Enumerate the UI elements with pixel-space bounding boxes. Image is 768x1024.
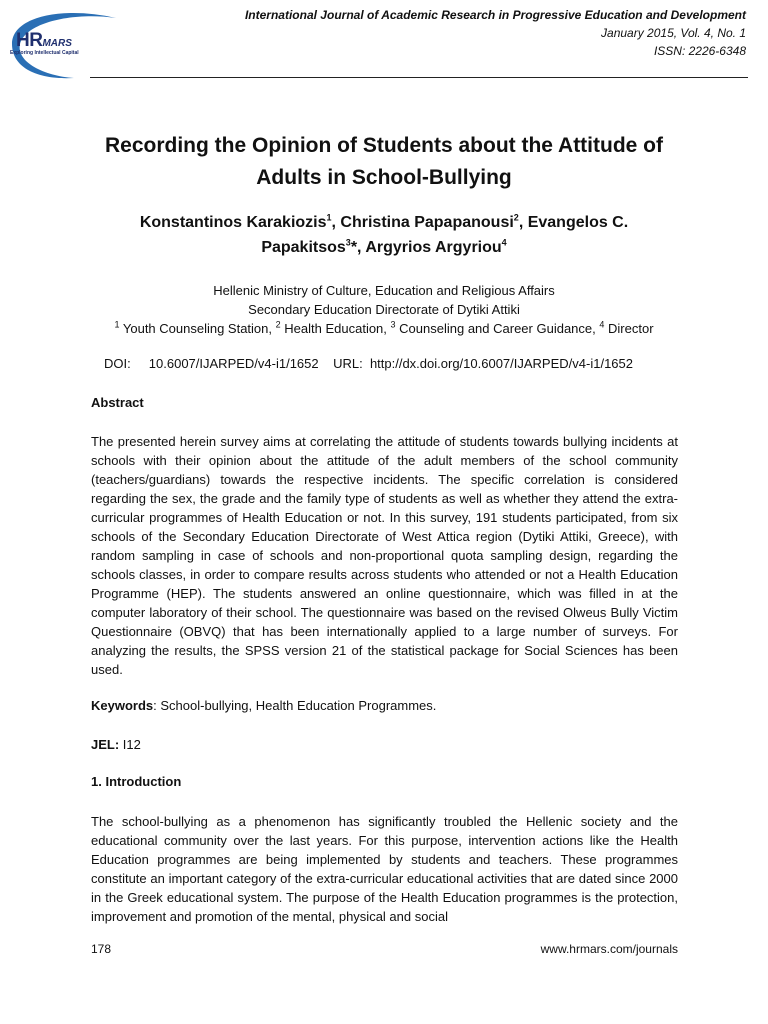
- affiliation: [60, 281, 708, 338]
- header-divider: [90, 77, 748, 78]
- author-1-sup: 1: [326, 212, 332, 223]
- logo-tagline: Exploring Intellectual Capital: [10, 50, 79, 56]
- role-4: Director: [608, 321, 654, 336]
- keywords-label: Keywords: [91, 698, 154, 713]
- title-line-2: Adults in School-Bullying: [256, 166, 512, 189]
- role-3-sup: 3: [390, 319, 396, 330]
- journal-issue: January 2015, Vol. 4, No. 1: [601, 26, 746, 40]
- doi-line: [104, 356, 633, 371]
- journal-issn: ISSN: 2226-6348: [653, 44, 746, 58]
- url-label: URL:: [333, 356, 363, 371]
- keywords: [91, 698, 436, 713]
- affiliation-line-2: Secondary Education Directorate of Dytiki Attiki: [248, 302, 520, 317]
- jel-label: JEL:: [91, 737, 120, 752]
- role-4-sup: 4: [599, 319, 605, 330]
- doi-value[interactable]: 10.6007/IJARPED/v4-i1/1652: [148, 356, 319, 371]
- affiliation-line-1: Hellenic Ministry of Culture, Education and Religious Affairs: [213, 283, 555, 298]
- jel-code: [91, 737, 141, 752]
- jel-text: I12: [119, 737, 141, 752]
- doi-label: DOI:: [104, 356, 131, 371]
- authors-line-1: Konstantinos Karakiozis$^1$, Christina Papapanousi$^2$, Evangelos C.: [139, 212, 629, 231]
- author-4-sup: 4: [501, 237, 507, 248]
- title-line-1: Recording the Opinion of Students about the Attitude of: [105, 134, 663, 157]
- corresponding-mark: *: [350, 239, 358, 256]
- journal-title: International Journal of Academic Research in Progressive Education and Development: [244, 8, 746, 22]
- intro-text: The school-bullying as a phenomenon has significantly troubled the Hellenic society and the educational community over the last years. For this purpose, intervention actions like the Health Education programmes are being implemented by students and teachers. These programmes constitute an important category of the extra-curricular educational activities that are dated since 2000 in the Greek educational system. The purpose of the Health Education programmes is the protection, improvement and promotion of the mental, physical and social: [91, 814, 678, 924]
- footer-site-link[interactable]: www.hrmars.com/journals: [540, 942, 678, 956]
- author-list: [60, 210, 708, 260]
- affiliation-roles: [60, 319, 708, 338]
- author-3-last: Papakitsos: [261, 239, 346, 256]
- author-1: Konstantinos Karakiozis: [139, 214, 327, 231]
- keywords-text: : School-bullying, Health Education Programmes.: [153, 698, 437, 713]
- page-number: 178: [91, 942, 112, 956]
- role-1: Youth Counseling Station,: [122, 321, 273, 336]
- author-4: Argyrios Argyriou: [365, 239, 502, 256]
- author-2: Christina Papapanousi: [340, 214, 514, 231]
- paper-title: [60, 130, 708, 194]
- authors-line-2: Papakitsos$^3$*, Argyrios Argyriou$^4$: [261, 237, 507, 256]
- role-2: Health Education,: [284, 321, 387, 336]
- intro-heading: 1. Introduction: [91, 774, 182, 789]
- abstract-heading: Abstract: [91, 395, 144, 410]
- logo-wordmark: [16, 30, 72, 52]
- author-3-sup: 3: [345, 237, 351, 248]
- role-2-sup: 2: [275, 319, 281, 330]
- author-3-first: Evangelos C.: [527, 214, 629, 231]
- abstract-text: The presented herein survey aims at correlating the attitude of students towards bullying incidents at schools with their opinion about the attitude of the adult members of the school community (teachers/guardians) towards the respective incidents. The specific correlation is considered regarding the sex, the grade and the family type of students as well as whether they attend the extra-curricular programmes of Health Education or not. In this survey, 191 students participated, from six schools of the Secondary Education Directorate of West Attica region (Dytiki Attiki, Greece), with random sampling in case of schools and non-proportional quota sampling design, regarding the schools classes, in order to compare results across students who attended or not a Health Education Programme (HEP). The students answered an online questionnaire, which was filled in at the computer laboratory of their school. The questionnaire was based on the revised Olweus Bully Victim Questionnaire (OBVQ) that has been internationally applied to a large number of surveys. For analyzing the results, the SPSS version 21 of the statistical package for Social Sciences has been used.: [91, 434, 678, 677]
- role-1-sup: 1: [114, 319, 120, 330]
- role-3: Counseling and Career Guidance,: [399, 321, 596, 336]
- url-link[interactable]: http://dx.doi.org/10.6007/IJARPED/v4-i1/1652: [369, 356, 633, 371]
- journal-header: [245, 6, 746, 60]
- logo-mars: MARS: [42, 38, 72, 49]
- publisher-logo: [4, 4, 124, 80]
- author-2-sup: 2: [513, 212, 519, 223]
- logo-hr: HR: [16, 30, 43, 51]
